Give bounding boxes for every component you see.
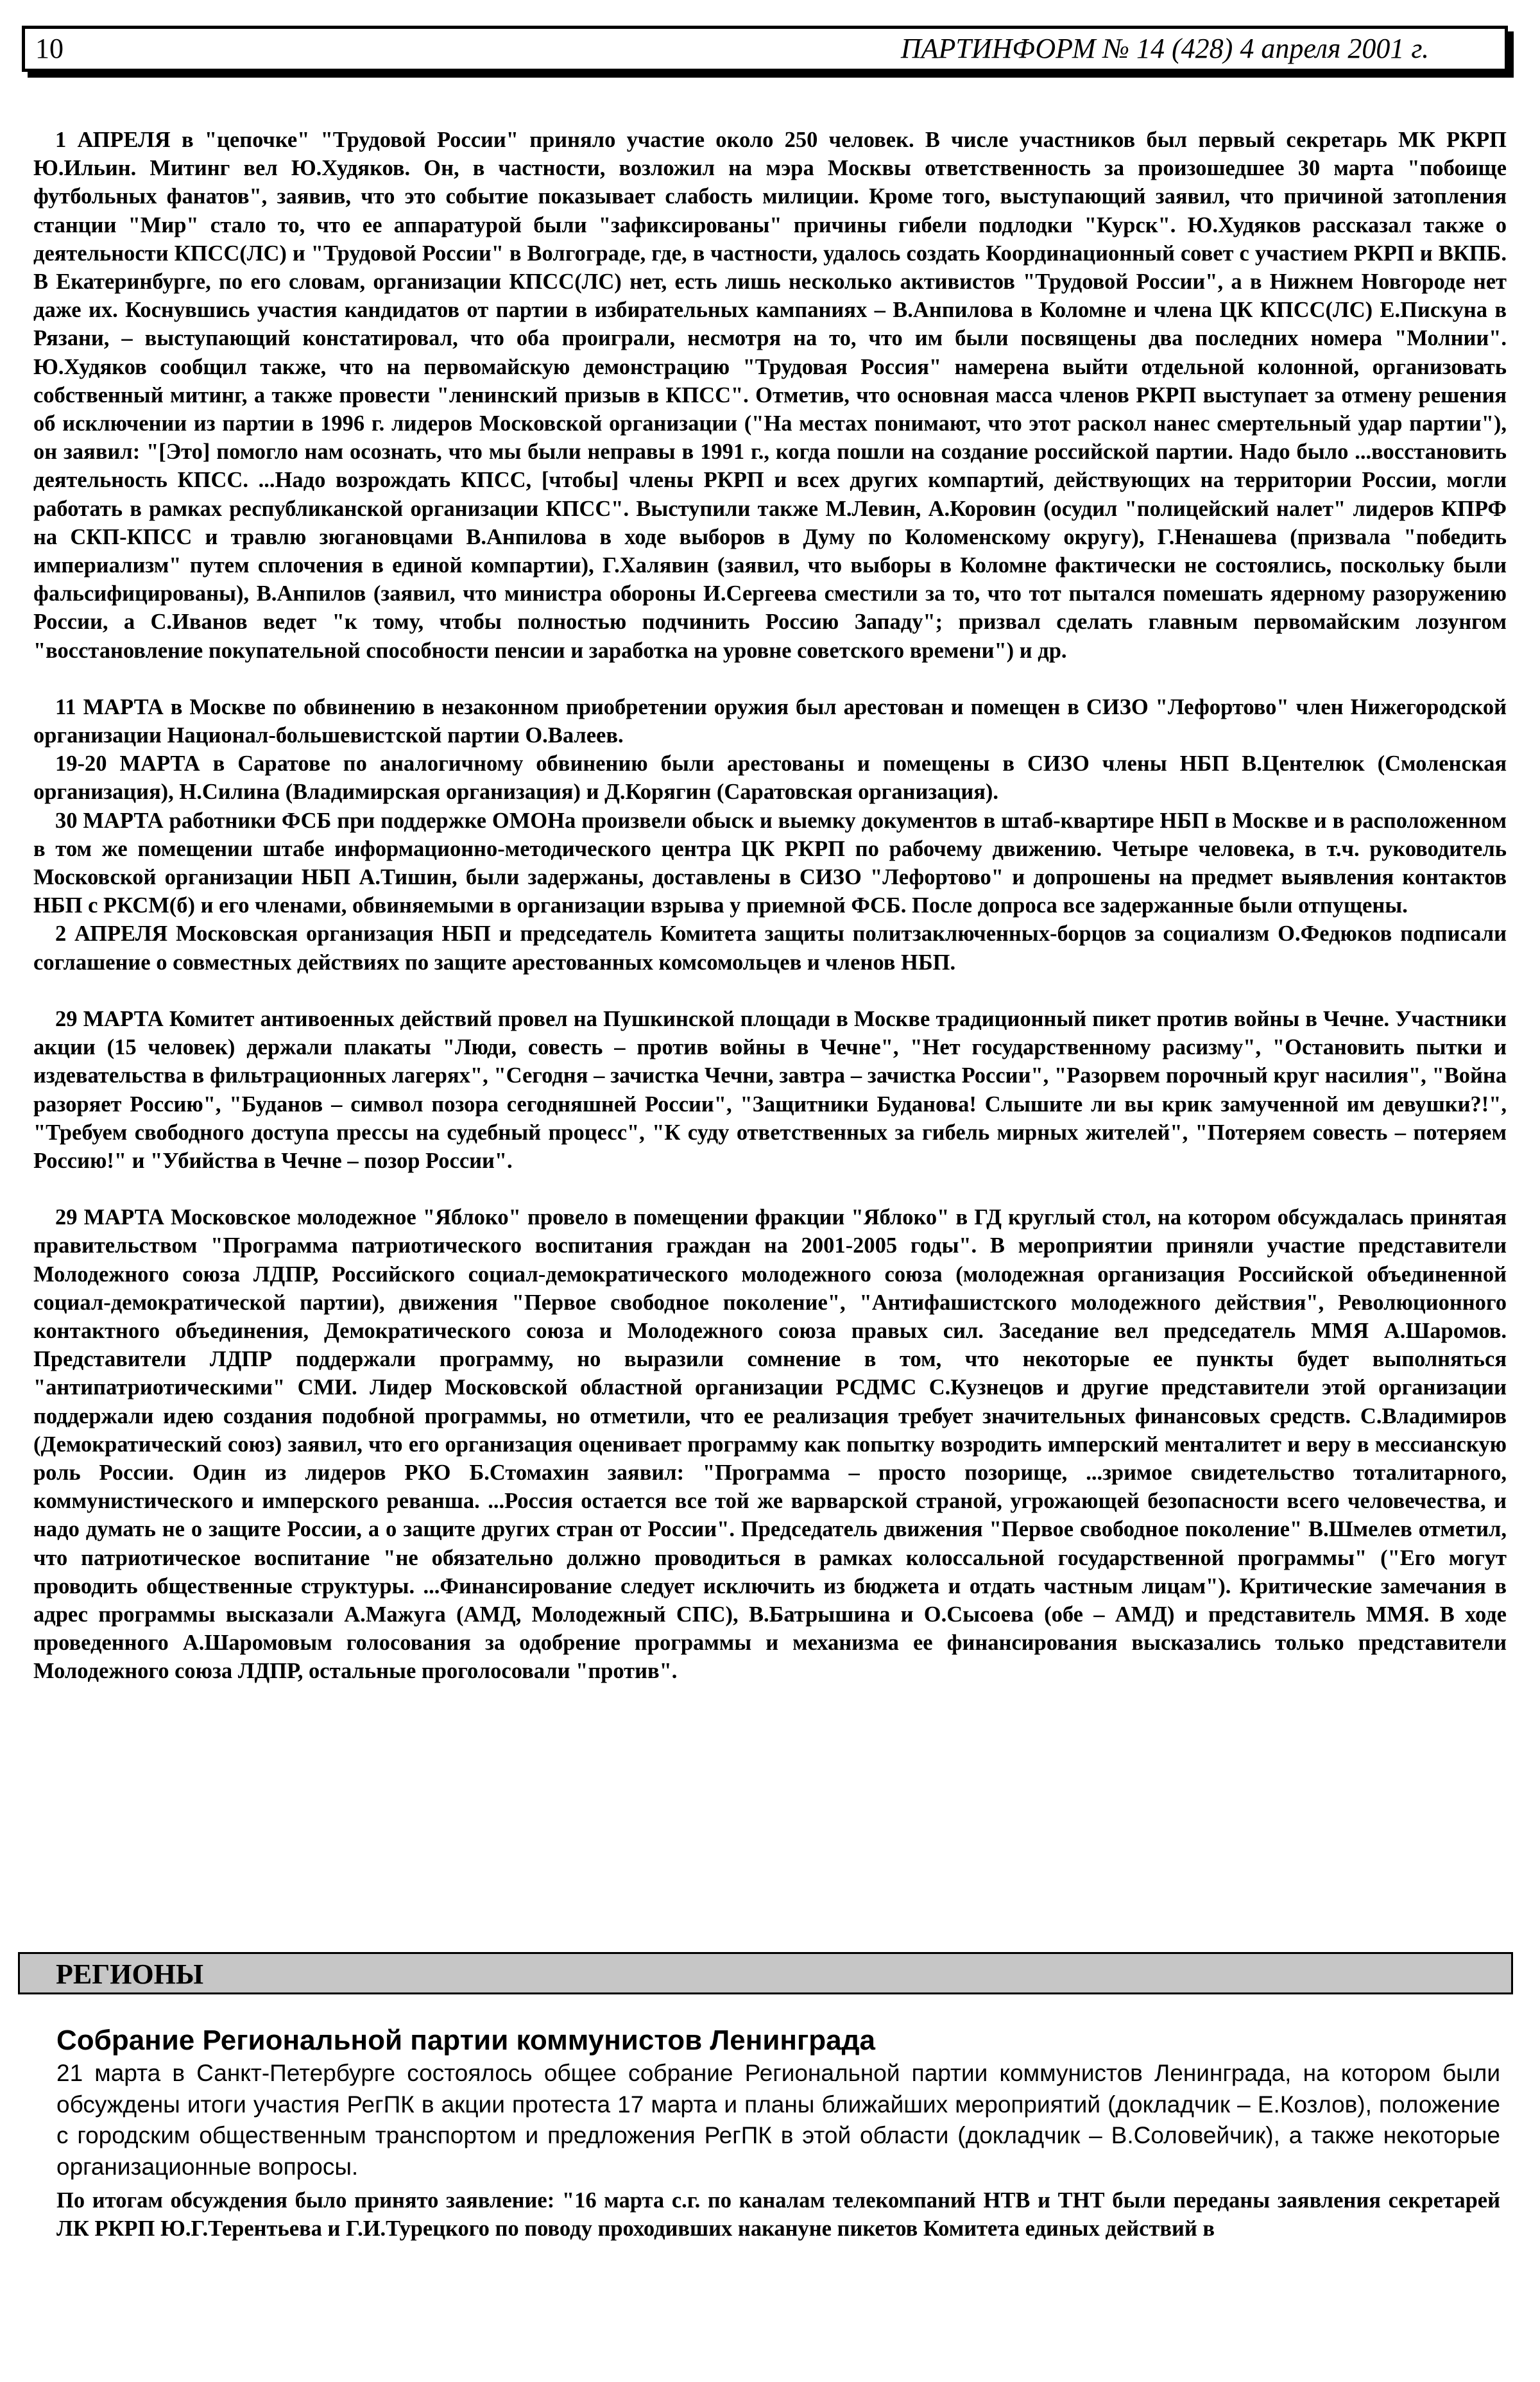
regional-article — [56, 2023, 1500, 2243]
news-column — [33, 126, 1507, 1686]
news-item: 2 АПРЕЛЯ Московская организация НБП и председатель Комитета защиты политзаключенных-борцов за социализм О.Федюков подписали соглашение о совместных действиях по защите арестованных комсомольцев и членов НБП. — [33, 921, 1507, 975]
article-lead: 21 марта в Санкт-Петербурге состоялось общее собрание Региональной партии коммунистов Ленинграда, на котором были обсуждены итоги участия РегПК в акции протеста 17 марта и планы ближайших мероприятий (докладчик – Е.Козлов), положение с городским общественным транспортом и предложения РегПК в этой области (докладчик – В.Соловейчик), а также некоторые организационные вопросы. — [56, 2060, 1500, 2180]
news-item: 29 МАРТА Московское молодежное "Яблоко" провело в помещении фракции "Яблоко" в ГД круглый стол, на котором обсуждалась принятая правительством "Программа патриотического воспитания граждан на 2001-2005 годы". В мероприятии приняли участие представители Молодежного союза ЛДПР, Российского социал-демократического молодежного союза (молодежная организация Российской объединенной социал-демократической партии), движения "Первое свободное поколение", "Антифашистского молодежного действия", Революционного контактного объединения, Демократического союза и Молодежного союза правых сил. Заседание вел председатель ММЯ А.Шаромов. Представители ЛДПР поддержали программу, но выразили сомнение в том, что некоторые ее пункты будет выполняться "антипатриотическими" СМИ. Лидер Московской областной организации РСДМС С.Кузнецов и другие представители этой организации поддержали идею создания подобной программы, но отметили, что ее реализация требует значительных финансовых средств. С.Владимиров (Демократический союз) заявил, что его организация оценивает программу как попытку возродить имперский менталитет и веру в мессианскую роль России. Один из лидеров РКО Б.Стомахин заявил: "Программа – просто позорище, ...зримое свидетельство тоталитарного, коммунистического и имперского реванша. ...Россия остается все той же варварской страной, угрожающей безопасности всего человечества, и надо думать не о защите России, а о защите других стран от России". Председатель движения "Первое свободное поколение" В.Шмелев отметил, что патриотическое воспитание "не обязательно должно проводиться в рамках колоссальной государственной программы" ("Его могут проводить общественные структуры. ...Финансирование следует исключить из бюджета и отдать частным лицам"). Критические замечания в адрес программы высказали А.Мажуга (АМД, Молодежный СПС), В.Батрышина и О.Сысоева (обе – АМД) и представитель ММЯ. В ходе проведенного А.Шаромовым голосования за одобрение программы и механизма ее финансирования высказались только представители Молодежного союза ЛДПР, остальные проголосовали "против". — [33, 1205, 1507, 1684]
page-header — [22, 26, 1508, 72]
section-title: РЕГИОНЫ — [56, 1958, 204, 1990]
section-header — [18, 1952, 1513, 1994]
news-item: 30 МАРТА работники ФСБ при поддержке ОМОНа произвели обыск и выемку документов в штаб-квартире НБП в Москве и в расположенном в том же помещении штабе информационно-методического центра ЦК РКРП по рабочему движению. Четыре человека, в т.ч. руководитель Московской организации НБП А.Тишин, были задержаны, доставлены в СИЗО "Лефортово" и допрошены на предмет выявления контактов НБП с РКСМ(б) и его членами, обвиняемыми в организации взрыва у приемной ФСБ. После допроса все задержанные были отпущены. — [33, 808, 1507, 918]
page-number: 10 — [35, 33, 64, 64]
news-item: 29 МАРТА Комитет антивоенных действий провел на Пушкинской площади в Москве традиционный пикет против войны в Чечне. Участники акции (15 человек) держали плакаты "Люди, совесть – против войны в Чечне", "Нет государственному расизму", "Остановить пытки и издевательства в фильтрационных лагерях", "Сегодня – зачистка Чечни, завтра – зачистка России", "Разорвем порочный круг насилия", "Война разоряет Россию", "Буданов – символ позора сегодняшней России", "Защитники Буданова! Слышите ли вы крик замученной им девушки?!", "Требуем свободного доступа прессы на судебный процесс", "К суду ответственных за гибель мирных жителей", "Потеряем совесть – потеряем Россию!" и "Убийства в Чечне – позор России". — [33, 1006, 1507, 1173]
article-title: Собрание Региональной партии коммунистов Ленинграда — [56, 2025, 876, 2056]
news-item: 1 АПРЕЛЯ в "цепочке" "Трудовой России" приняло участие около 250 человек. В числе участников был первый секретарь МК РКРП Ю.Ильин. Митинг вел Ю.Худяков. Он, в частности, возложил на мэра Москвы ответственность за произошедшее 30 марта "побоище футбольных фанатов", заявив, что это событие показывает слабость милиции. Кроме того, выступающий заявил, что причиной затопления станции "Мир" стало то, что ее аппаратурой были "зафиксированы" причины гибели подлодки "Курск". Ю.Худяков рассказал также о деятельности КПСС(ЛС) и "Трудовой России" в Волгограде, где, в частности, удалось создать Координационный совет с участием РКРП и ВКПБ. В Екатеринбурге, по его словам, организации КПСС(ЛС) нет, есть лишь несколько активистов "Трудовой России", а в Нижнем Новгороде нет даже их. Коснувшись участия кандидатов от партии в избирательных кампаниях – В.Анпилова в Коломне и члена ЦК КПСС(ЛС) Е.Пискуна в Рязани, – выступающий констатировал, что оба проиграли, несмотря на то, что им были посвящены два последних номера "Молнии". Ю.Худяков сообщил также, что на первомайскую демонстрацию "Трудовая Россия" намерена выйти отдельной колонной, организовать собственный митинг, а также провести "ленинский призыв в КПСС". Отметив, что основная масса членов РКРП выступает за отмену решения об исключении из партии в 1996 г. лидеров Московской организации ("На местах понимают, что этот раскол нанес смертельный удар партии"), он заявил: "[Это] помогло нам осознать, что мы были неправы в 1991 г., когда пошли на создание российской партии. Надо было ...восстановить деятельность КПСС. ...Надо возрождать КПСС, [чтобы] члены РКРП и всех других компартий, действующих на территории России, могли работать в рамках республиканской организации КПСС". Выступили также М.Левин, А.Коровин (осудил "полицейский налет" лидеров КПРФ на СКП-КПСС и травлю зюгановцами В.Анпилова в ходе выборов в Думу по Коломенскому округу), Г.Ненашева (призвала "победить империализм" путем сплочения в единой компартии), Г.Халявин (заявил, что выборы в Коломне фактически не состоялись, поскольку были фальсифицированы), В.Анпилов (заявил, что министра обороны И.Сергеева сместили за то, что тот пытался помешать ядерному разоружению России, а С.Иванов ведет "к тому, чтобы полностью подчинить Россию Западу"; призвал сделать главным первомайским лозунгом "восстановление покупательной способности пенсии и заработка на уровне советского времени") и др. — [33, 128, 1507, 663]
news-item: 19-20 МАРТА в Саратове по аналогичному обвинению были арестованы и помещены в СИЗО члены НБП В.Центелюк (Смоленская организация), Н.Силина (Владимирская организация) и Д.Корягин (Саратовская организация). — [33, 751, 1507, 805]
article-statement: По итогам обсуждения было принято заявление: "16 марта с.г. по каналам телекомпаний НТВ и ТНТ были переданы заявления секретарей ЛК РКРП Ю.Г.Терентьева и Г.И.Турецкого по поводу проходивших накануне пикетов Комитета единых действий в — [56, 2188, 1500, 2241]
issue-info: ПАРТИНФОРМ № 14 (428) 4 апреля 2001 г. — [900, 33, 1429, 64]
news-item: 11 МАРТА в Москве по обвинению в незаконном приобретении оружия был арестован и помещен в СИЗО "Лефортово" член Нижегородской организации Национал-большевистской партии О.Валеев. — [33, 694, 1507, 748]
